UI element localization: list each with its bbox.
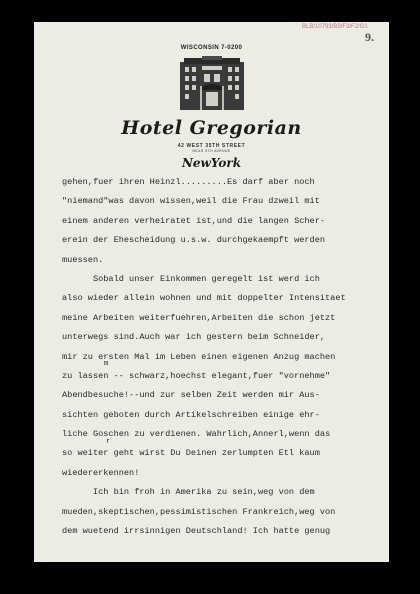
letter-line: Ich bin froh in Amerika zu sein,weg von dem [62,487,315,498]
handwritten-correction-m: m [104,360,109,368]
letter-line: also wieder allein wohnen und mit doppelter Intensitaet [62,293,346,304]
letter-line: Abendbesuche!--und zur selben Zeit werden mir Aus- [62,390,320,401]
letter-line: mir zu ersten Mal im Leben einen eigenen Anzug machen [62,351,336,362]
letter-line: muessen. [62,254,104,265]
letter-line: Sobald unser Einkommen geregelt ist werd ich [62,273,320,284]
letter-line: dem wuetend irrsinnigen Deutschland! Ich hatte genug [62,526,331,537]
letterhead-phone: WISCONSIN 7-0200 [180,45,243,51]
letter-line: sichten geboten durch Artikelschreiben einige ehr- [62,409,320,420]
handwritten-correction-r: r [106,438,111,446]
letter-line: einem anderen verheiratet ist,und die langen Scher- [62,215,326,226]
letter-line: gehen,fuer ihren Heinzl.........Es darf aber noch [62,177,315,187]
letter-line: so weiter geht wirst Du Deinen zerlumpten Etl kaum [62,448,320,459]
letter-line: zu lassen -- schwarz,hoechst elegant,fuer "vornehme" [62,370,331,381]
hotel-building-illustration [178,56,246,110]
letter-body [62,173,392,541]
letter-line: liche Goschen zu verdienen. Wahrlich,Annerl,wenn das [62,429,331,440]
hotel-city: NewYork [181,156,242,170]
archive-reference: BLB/10793/B3/F3/F2/G1 [302,24,368,30]
page-number: 9. [365,30,374,44]
letter-page [34,22,389,562]
hotel-name: Hotel Gregorian [121,117,302,139]
hotel-address: 42 WEST 35TH STREET [177,143,246,149]
letter-line: wiedererkennen! [62,467,140,478]
hotel-address-sub: NEAR 5TH AVENUE [192,149,231,153]
letter-line: mueden,skeptischen,pessimistischen Frankreich,weg von [62,506,336,517]
letter-line: meine Arbeiten weiterfuehren,Arbeiten die schon jetzt [62,312,336,323]
letter-line: "niemand"was davon wissen,weil die Frau dzweil mit [62,196,320,207]
letter-line: unterwegs sind.Auch war ich gestern beim Schneider, [62,332,326,343]
letter-line: erein der Ehescheidung u.s.w. durchgekaempft werden [62,235,326,246]
